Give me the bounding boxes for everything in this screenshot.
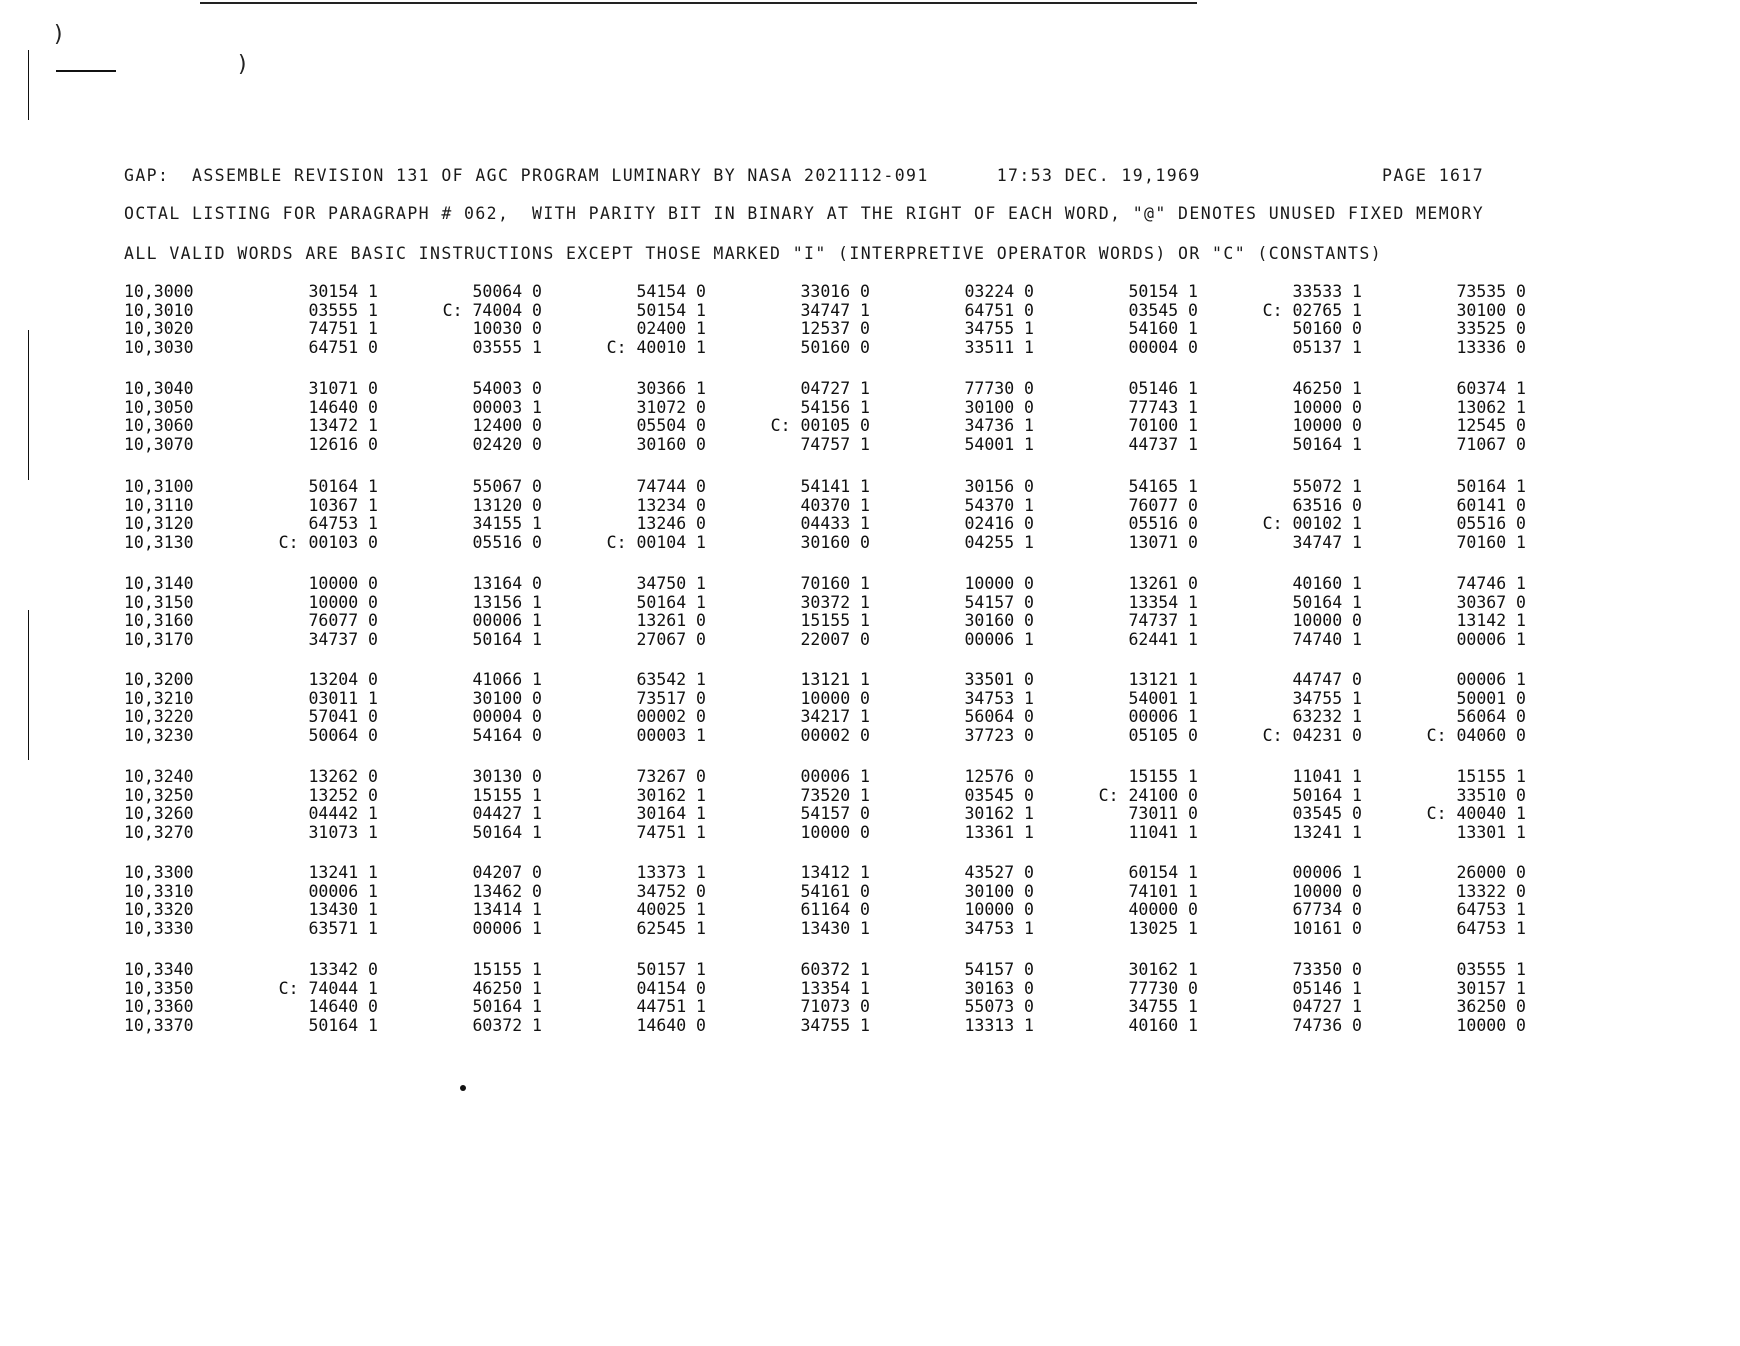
octal-word-cell: 13322 0 — [1456, 881, 1526, 901]
octal-word-cell: 71073 0 — [800, 997, 870, 1016]
octal-word-cell: 13354 1 — [800, 978, 870, 998]
octal-word-cell: 00004 0 — [472, 707, 542, 726]
octal-word-cell: 00004 0 — [1128, 337, 1198, 357]
octal-word-cell: 00006 1 — [472, 918, 542, 938]
octal-word-cell: 00006 1 — [800, 767, 870, 786]
octal-word-cell: 33016 0 — [800, 282, 870, 301]
octal-word-cell: 74744 0 — [636, 477, 706, 496]
octal-word-cell: 44747 0 — [1292, 670, 1362, 689]
address-cell: 10,3270 — [124, 822, 194, 842]
octal-word-cell: 13156 1 — [472, 592, 542, 612]
address-cell: 10,3120 — [124, 514, 194, 533]
octal-word-cell: 60372 1 — [800, 960, 870, 979]
octal-word-cell: 55073 0 — [964, 997, 1034, 1016]
octal-word-cell: 40160 1 — [1128, 1015, 1198, 1035]
octal-word-cell: 00006 1 — [472, 611, 542, 630]
octal-word-cell: 54154 0 — [636, 282, 706, 301]
octal-word-cell: 40025 1 — [636, 900, 706, 919]
octal-word-cell: 54165 1 — [1128, 477, 1198, 496]
octal-word-cell: 64753 1 — [1456, 900, 1526, 919]
octal-word-cell: 13246 0 — [636, 514, 706, 533]
octal-word-cell: 13025 1 — [1128, 918, 1198, 938]
octal-word-cell: 15155 1 — [1456, 767, 1526, 786]
octal-word-cell: 74740 1 — [1292, 629, 1362, 649]
octal-word-cell: 03545 0 — [1128, 300, 1198, 320]
octal-word-cell: 05516 0 — [472, 532, 542, 552]
address-cell: 10,3320 — [124, 900, 194, 919]
octal-word-cell: C: 04231 0 — [1262, 725, 1362, 745]
octal-word-cell: 37723 0 — [964, 725, 1034, 745]
octal-word-cell: 13301 1 — [1456, 822, 1526, 842]
octal-word-cell: 14640 0 — [308, 997, 378, 1016]
octal-word-cell: 50164 1 — [308, 477, 378, 496]
octal-word-cell: 54157 0 — [800, 804, 870, 823]
octal-word-cell: 10000 0 — [1292, 416, 1362, 435]
octal-word-cell: 50154 1 — [636, 300, 706, 320]
octal-word-cell: 54370 1 — [964, 495, 1034, 515]
octal-word-cell: 74101 1 — [1128, 881, 1198, 901]
octal-word-cell: 14640 0 — [308, 397, 378, 417]
octal-word-cell: C: 40010 1 — [606, 337, 706, 357]
octal-word-cell: 04727 1 — [800, 379, 870, 398]
octal-word-cell: 74746 1 — [1456, 574, 1526, 593]
octal-word-cell: 54141 1 — [800, 477, 870, 496]
octal-word-cell: 46250 1 — [472, 978, 542, 998]
octal-word-cell: 56064 0 — [1456, 707, 1526, 726]
octal-word-cell: 54157 0 — [964, 592, 1034, 612]
octal-word-cell: 30156 0 — [964, 477, 1034, 496]
octal-word-cell: 10000 0 — [308, 592, 378, 612]
octal-word-cell: 30162 1 — [964, 804, 1034, 823]
octal-word-cell: 33511 1 — [964, 337, 1034, 357]
octal-word-cell: 34155 1 — [472, 514, 542, 533]
address-cell: 10,3020 — [124, 319, 194, 338]
octal-word-cell: 30164 1 — [636, 804, 706, 823]
octal-word-cell: 64751 0 — [964, 300, 1034, 320]
octal-word-cell: 00003 1 — [636, 725, 706, 745]
octal-word-cell: 13313 1 — [964, 1015, 1034, 1035]
octal-word-cell: 70100 1 — [1128, 416, 1198, 435]
octal-word-cell: 50164 1 — [636, 592, 706, 612]
octal-word-cell: 34747 1 — [1292, 532, 1362, 552]
octal-word-cell: 03555 1 — [472, 337, 542, 357]
octal-word-cell: 50164 1 — [472, 997, 542, 1016]
octal-word-cell: 44737 1 — [1128, 434, 1198, 454]
address-cell: 10,3220 — [124, 707, 194, 726]
octal-word-cell: 30157 1 — [1456, 978, 1526, 998]
octal-word-cell: 22007 0 — [800, 629, 870, 649]
octal-word-cell: 13336 0 — [1456, 337, 1526, 357]
octal-word-cell: 40000 0 — [1128, 900, 1198, 919]
octal-word-cell: 13462 0 — [472, 881, 542, 901]
address-cell: 10,3300 — [124, 863, 194, 882]
octal-word-cell: 00003 1 — [472, 397, 542, 417]
octal-word-cell: 05146 1 — [1292, 978, 1362, 998]
octal-word-cell: 02420 0 — [472, 434, 542, 454]
octal-word-cell: 46250 1 — [1292, 379, 1362, 398]
listing-header-line-2: OCTAL LISTING FOR PARAGRAPH # 062, WITH PARITY BIT IN BINARY AT THE RIGHT OF EACH WORD, "@" DENOTES UNUSED FIXED MEMORY — [124, 204, 1485, 223]
octal-word-cell: 04255 1 — [964, 532, 1034, 552]
octal-word-cell: 63232 1 — [1292, 707, 1362, 726]
octal-word-cell: 13373 1 — [636, 863, 706, 882]
octal-word-cell: 63542 1 — [636, 670, 706, 689]
octal-word-cell: 34750 1 — [636, 574, 706, 593]
octal-word-cell: 04433 1 — [800, 514, 870, 533]
address-cell: 10,3010 — [124, 300, 194, 320]
octal-word-cell: 00002 0 — [636, 707, 706, 726]
octal-word-cell: 03011 1 — [308, 688, 378, 708]
octal-word-cell: 26000 0 — [1456, 863, 1526, 882]
octal-word-cell: 57041 0 — [308, 707, 378, 726]
octal-word-cell: 55072 1 — [1292, 477, 1362, 496]
octal-word-cell: 54003 0 — [472, 379, 542, 398]
address-cell: 10,3340 — [124, 960, 194, 979]
octal-word-cell: 13472 1 — [308, 416, 378, 435]
octal-word-cell: 05137 1 — [1292, 337, 1362, 357]
octal-word-cell: C: 24100 0 — [1098, 785, 1198, 805]
octal-word-cell: 54001 1 — [964, 434, 1034, 454]
octal-word-cell: 03224 0 — [964, 282, 1034, 301]
octal-word-cell: 13412 1 — [800, 863, 870, 882]
octal-word-cell: 13164 0 — [472, 574, 542, 593]
octal-word-cell: 73350 0 — [1292, 960, 1362, 979]
octal-word-cell: 64751 0 — [308, 337, 378, 357]
octal-word-cell: 50164 1 — [1292, 434, 1362, 454]
octal-word-cell: 34755 1 — [1128, 997, 1198, 1016]
octal-word-cell: 50160 0 — [1292, 319, 1362, 338]
octal-word-cell: 11041 1 — [1292, 767, 1362, 786]
octal-word-cell: 34737 0 — [308, 629, 378, 649]
octal-word-cell: 27067 0 — [636, 629, 706, 649]
octal-word-cell: 15155 1 — [472, 785, 542, 805]
octal-word-cell: C: 40040 1 — [1426, 804, 1526, 823]
octal-word-cell: C: 04060 0 — [1426, 725, 1526, 745]
octal-word-cell: 50164 1 — [1292, 592, 1362, 612]
address-cell: 10,3240 — [124, 767, 194, 786]
octal-word-cell: 60154 1 — [1128, 863, 1198, 882]
octal-word-cell: 10000 0 — [308, 574, 378, 593]
octal-word-cell: 05146 1 — [1128, 379, 1198, 398]
octal-word-cell: 41066 1 — [472, 670, 542, 689]
octal-word-cell: 10000 0 — [1292, 611, 1362, 630]
octal-word-cell: 13414 1 — [472, 900, 542, 919]
octal-word-cell: 10000 0 — [1292, 397, 1362, 417]
octal-word-cell: 54157 0 — [964, 960, 1034, 979]
octal-word-cell: 73517 0 — [636, 688, 706, 708]
octal-word-cell: 00002 0 — [800, 725, 870, 745]
octal-word-cell: 15155 1 — [472, 960, 542, 979]
octal-word-cell: 03545 0 — [964, 785, 1034, 805]
address-cell: 10,3200 — [124, 670, 194, 689]
margin-mark: ) — [236, 52, 250, 77]
octal-word-cell: 55067 0 — [472, 477, 542, 496]
octal-word-cell: 33533 1 — [1292, 282, 1362, 301]
octal-word-cell: 60141 0 — [1456, 495, 1526, 515]
octal-word-cell: 10000 0 — [1456, 1015, 1526, 1035]
octal-word-cell: 04207 0 — [472, 863, 542, 882]
octal-word-cell: 54161 0 — [800, 881, 870, 901]
octal-word-cell: 13342 0 — [308, 960, 378, 979]
address-cell: 10,3160 — [124, 611, 194, 630]
octal-word-cell: 30100 0 — [964, 881, 1034, 901]
octal-word-cell: 00006 1 — [964, 629, 1034, 649]
address-cell: 10,3110 — [124, 495, 194, 515]
octal-word-cell: 30100 0 — [472, 688, 542, 708]
octal-word-cell: 50160 0 — [800, 337, 870, 357]
octal-word-cell: 31072 0 — [636, 397, 706, 417]
octal-word-cell: 30154 1 — [308, 282, 378, 301]
octal-word-cell: 63516 0 — [1292, 495, 1362, 515]
octal-word-cell: 02400 1 — [636, 319, 706, 338]
octal-word-cell: 62545 1 — [636, 918, 706, 938]
octal-word-cell: 77730 0 — [964, 379, 1034, 398]
address-cell: 10,3170 — [124, 629, 194, 649]
octal-word-cell: 04154 0 — [636, 978, 706, 998]
octal-word-cell: 34752 0 — [636, 881, 706, 901]
octal-word-cell: 03555 1 — [308, 300, 378, 320]
address-cell: 10,3230 — [124, 725, 194, 745]
octal-word-cell: 40160 1 — [1292, 574, 1362, 593]
address-cell: 10,3260 — [124, 804, 194, 823]
margin-mark: ) — [52, 22, 66, 47]
octal-word-cell: 34217 1 — [800, 707, 870, 726]
octal-word-cell: 40370 1 — [800, 495, 870, 515]
octal-word-cell: 60374 1 — [1456, 379, 1526, 398]
octal-word-cell: C: 00103 0 — [278, 532, 378, 552]
octal-word-cell: C: 00102 1 — [1262, 514, 1362, 533]
octal-word-cell: 12616 0 — [308, 434, 378, 454]
octal-word-cell: 50164 1 — [1292, 785, 1362, 805]
octal-word-cell: 64753 1 — [1456, 918, 1526, 938]
octal-word-cell: 30100 0 — [964, 397, 1034, 417]
octal-word-cell: 50164 1 — [1456, 477, 1526, 496]
octal-word-cell: 11041 1 — [1128, 822, 1198, 842]
octal-word-cell: 30162 1 — [1128, 960, 1198, 979]
address-cell: 10,3310 — [124, 881, 194, 901]
address-cell: 10,3050 — [124, 397, 194, 417]
octal-word-cell: 34755 1 — [964, 319, 1034, 338]
octal-word-cell: 30100 0 — [1456, 300, 1526, 320]
octal-word-cell: 13361 1 — [964, 822, 1034, 842]
octal-word-cell: 12537 0 — [800, 319, 870, 338]
octal-word-cell: 13121 1 — [1128, 670, 1198, 689]
octal-word-cell: 74751 1 — [308, 319, 378, 338]
octal-word-cell: 14640 0 — [636, 1015, 706, 1035]
octal-word-cell: 10000 0 — [964, 574, 1034, 593]
octal-word-cell: 10030 0 — [472, 319, 542, 338]
octal-word-cell: 70160 1 — [1456, 532, 1526, 552]
octal-word-cell: 34755 1 — [800, 1015, 870, 1035]
octal-word-cell: C: 02765 1 — [1262, 300, 1362, 320]
octal-word-cell: 13262 0 — [308, 767, 378, 786]
octal-word-cell: 00006 1 — [1456, 629, 1526, 649]
octal-word-cell: 13204 0 — [308, 670, 378, 689]
octal-word-cell: 71067 0 — [1456, 434, 1526, 454]
octal-word-cell: 10161 0 — [1292, 918, 1362, 938]
octal-word-cell: 56064 0 — [964, 707, 1034, 726]
octal-word-cell: 50064 0 — [472, 282, 542, 301]
address-cell: 10,3070 — [124, 434, 194, 454]
octal-word-cell: 05516 0 — [1456, 514, 1526, 533]
octal-word-cell: 15155 1 — [800, 611, 870, 630]
octal-word-cell: 10000 0 — [800, 822, 870, 842]
octal-word-cell: 30160 0 — [800, 532, 870, 552]
octal-word-cell: 54160 1 — [1128, 319, 1198, 338]
address-cell: 10,3370 — [124, 1015, 194, 1035]
octal-word-cell: 33525 0 — [1456, 319, 1526, 338]
address-cell: 10,3140 — [124, 574, 194, 593]
octal-word-cell: 12400 0 — [472, 416, 542, 435]
octal-word-cell: 13241 1 — [1292, 822, 1362, 842]
octal-word-cell: 73267 0 — [636, 767, 706, 786]
octal-word-cell: 05504 0 — [636, 416, 706, 435]
octal-word-cell: 50164 1 — [308, 1015, 378, 1035]
octal-word-cell: 04727 1 — [1292, 997, 1362, 1016]
octal-word-cell: 13261 0 — [1128, 574, 1198, 593]
octal-word-cell: 30162 1 — [636, 785, 706, 805]
octal-word-cell: 34753 1 — [964, 688, 1034, 708]
octal-word-cell: 77730 0 — [1128, 978, 1198, 998]
octal-word-cell: C: 00104 1 — [606, 532, 706, 552]
address-cell: 10,3060 — [124, 416, 194, 435]
octal-word-cell: 05516 0 — [1128, 514, 1198, 533]
octal-word-cell: 34736 1 — [964, 416, 1034, 435]
octal-word-cell: 00006 1 — [1128, 707, 1198, 726]
octal-word-cell: 36250 0 — [1456, 997, 1526, 1016]
octal-word-cell: 13430 1 — [800, 918, 870, 938]
address-cell: 10,3350 — [124, 978, 194, 998]
octal-word-cell: 31071 0 — [308, 379, 378, 398]
octal-word-cell: 60372 1 — [472, 1015, 542, 1035]
octal-word-cell: 30372 1 — [800, 592, 870, 612]
address-cell: 10,3030 — [124, 337, 194, 357]
octal-word-cell: 13241 1 — [308, 863, 378, 882]
octal-word-cell: 73520 1 — [800, 785, 870, 805]
octal-word-cell: 12576 0 — [964, 767, 1034, 786]
octal-word-cell: 13120 0 — [472, 495, 542, 515]
octal-word-cell: 10000 0 — [964, 900, 1034, 919]
octal-word-cell: 00006 1 — [1292, 863, 1362, 882]
address-cell: 10,3000 — [124, 282, 194, 301]
octal-word-cell: 44751 1 — [636, 997, 706, 1016]
address-cell: 10,3250 — [124, 785, 194, 805]
address-cell: 10,3100 — [124, 477, 194, 496]
octal-word-cell: 76077 0 — [1128, 495, 1198, 515]
octal-word-cell: 34753 1 — [964, 918, 1034, 938]
octal-word-cell: 63571 1 — [308, 918, 378, 938]
octal-word-cell: 64753 1 — [308, 514, 378, 533]
address-cell: 10,3210 — [124, 688, 194, 708]
octal-word-cell: 13071 0 — [1128, 532, 1198, 552]
listing-header-line-1: GAP: ASSEMBLE REVISION 131 OF AGC PROGRAM LUMINARY BY NASA 2021112-091 17:53 DEC. 19,1969 PAGE 1617 — [124, 166, 1485, 185]
octal-word-cell: 73535 0 — [1456, 282, 1526, 301]
octal-word-cell: 04442 1 — [308, 804, 378, 823]
address-cell: 10,3330 — [124, 918, 194, 938]
octal-word-cell: 30130 0 — [472, 767, 542, 786]
address-cell: 10,3130 — [124, 532, 194, 552]
octal-word-cell: 74751 1 — [636, 822, 706, 842]
octal-word-cell: 31073 1 — [308, 822, 378, 842]
octal-word-cell: 43527 0 — [964, 863, 1034, 882]
octal-word-cell: 74757 1 — [800, 434, 870, 454]
octal-word-cell: C: 74044 1 — [278, 978, 378, 998]
octal-word-cell: 74737 1 — [1128, 611, 1198, 630]
octal-word-cell: 76077 0 — [308, 611, 378, 630]
octal-word-cell: 00006 1 — [1456, 670, 1526, 689]
octal-word-cell: 02416 0 — [964, 514, 1034, 533]
octal-word-cell: 03545 0 — [1292, 804, 1362, 823]
listing-header-line-3: ALL VALID WORDS ARE BASIC INSTRUCTIONS EXCEPT THOSE MARKED "I" (INTERPRETIVE OPERATOR WORDS) OR "C" (CONSTANTS) — [124, 244, 1383, 263]
octal-word-cell: 50157 1 — [636, 960, 706, 979]
octal-word-cell: 50164 1 — [472, 629, 542, 649]
octal-word-cell: 77743 1 — [1128, 397, 1198, 417]
octal-word-cell: 34755 1 — [1292, 688, 1362, 708]
octal-word-cell: 33501 0 — [964, 670, 1034, 689]
octal-word-cell: 13121 1 — [800, 670, 870, 689]
octal-word-cell: 13062 1 — [1456, 397, 1526, 417]
octal-word-cell: 50001 0 — [1456, 688, 1526, 708]
octal-word-cell: 13430 1 — [308, 900, 378, 919]
octal-word-cell: 61164 0 — [800, 900, 870, 919]
octal-word-cell: 73011 0 — [1128, 804, 1198, 823]
octal-word-cell: 30160 0 — [964, 611, 1034, 630]
octal-word-cell: 54001 1 — [1128, 688, 1198, 708]
octal-word-cell: 30367 0 — [1456, 592, 1526, 612]
octal-word-cell: 00006 1 — [308, 881, 378, 901]
octal-word-cell: 13261 0 — [636, 611, 706, 630]
octal-word-cell: 70160 1 — [800, 574, 870, 593]
octal-word-cell: C: 74004 0 — [442, 300, 542, 320]
octal-word-cell: 13252 0 — [308, 785, 378, 805]
octal-word-cell: 33510 0 — [1456, 785, 1526, 805]
address-cell: 10,3040 — [124, 379, 194, 398]
octal-word-cell: 54156 1 — [800, 397, 870, 417]
octal-word-cell: 13354 1 — [1128, 592, 1198, 612]
octal-word-cell: 74736 0 — [1292, 1015, 1362, 1035]
octal-word-cell: 54164 0 — [472, 725, 542, 745]
octal-word-cell: 13234 0 — [636, 495, 706, 515]
octal-word-cell: 30366 1 — [636, 379, 706, 398]
octal-word-cell: 05105 0 — [1128, 725, 1198, 745]
octal-word-cell: 30163 0 — [964, 978, 1034, 998]
octal-word-cell: 30160 0 — [636, 434, 706, 454]
octal-word-cell: 03555 1 — [1456, 960, 1526, 979]
octal-word-cell: 50164 1 — [472, 822, 542, 842]
octal-word-cell: 34747 1 — [800, 300, 870, 320]
octal-word-cell: 12545 0 — [1456, 416, 1526, 435]
address-cell: 10,3360 — [124, 997, 194, 1016]
octal-word-cell: 67734 0 — [1292, 900, 1362, 919]
octal-word-cell: 15155 1 — [1128, 767, 1198, 786]
octal-word-cell: 10367 1 — [308, 495, 378, 515]
octal-word-cell: 50064 0 — [308, 725, 378, 745]
octal-word-cell: C: 00105 0 — [770, 416, 870, 435]
octal-word-cell: 13142 1 — [1456, 611, 1526, 630]
address-cell: 10,3150 — [124, 592, 194, 612]
octal-word-cell: 50154 1 — [1128, 282, 1198, 301]
octal-word-cell: 04427 1 — [472, 804, 542, 823]
octal-word-cell: 62441 1 — [1128, 629, 1198, 649]
octal-word-cell: 10000 0 — [800, 688, 870, 708]
octal-word-cell: 10000 0 — [1292, 881, 1362, 901]
